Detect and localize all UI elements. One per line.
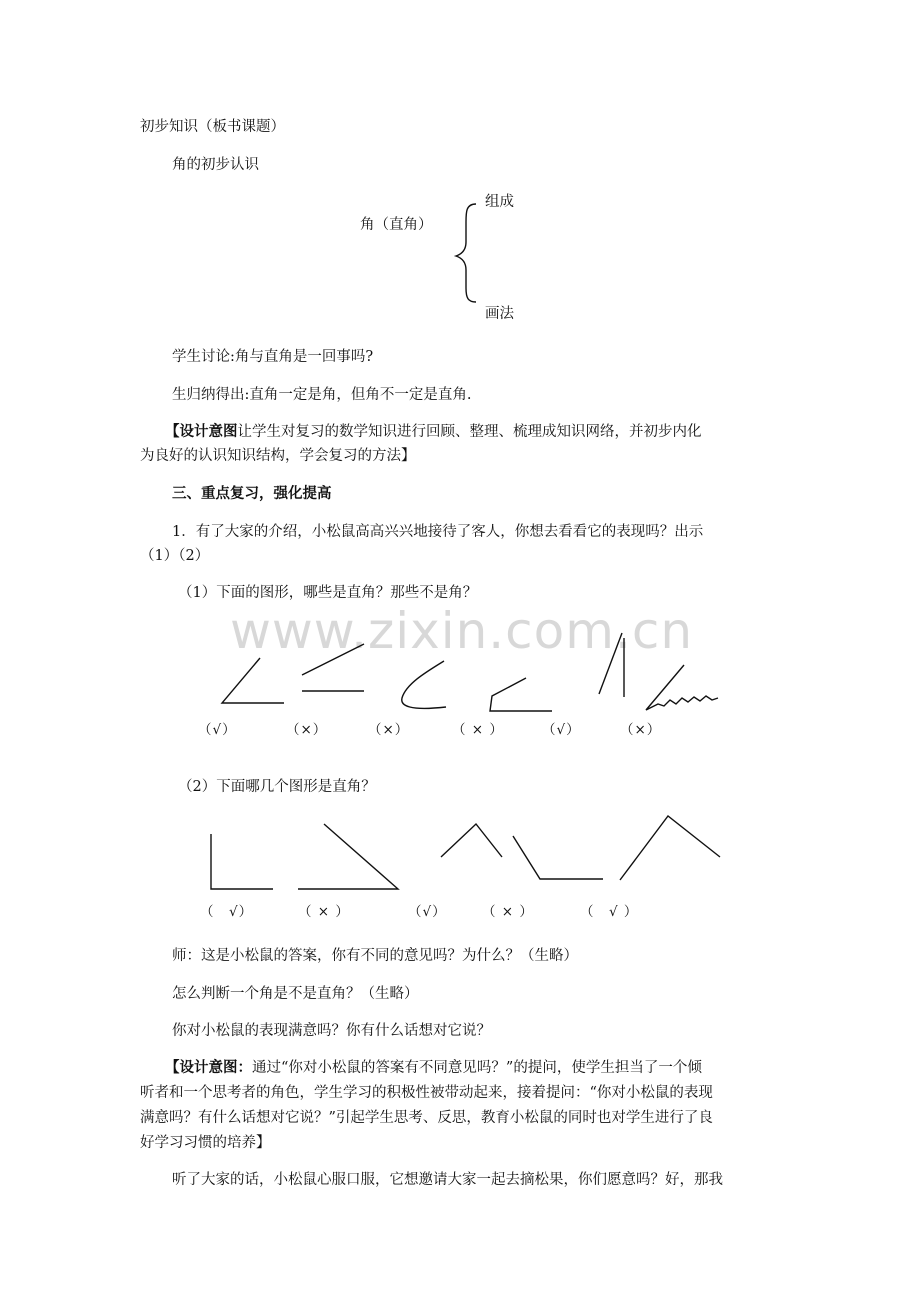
diagram-top-label: 组成 — [485, 194, 514, 210]
text-line — [165, 422, 702, 442]
answer-mark: （×） — [286, 722, 328, 738]
text-line: 听者和一个思考者的角色，学生学习的积极性被带动起来，接着提问：“你对小松鼠的表现 — [140, 1085, 713, 1101]
section-heading: 三、重点复习，强化提高 — [172, 485, 332, 502]
figure-angle-3 — [441, 824, 502, 857]
figure-lines-5a — [599, 633, 622, 694]
question-1: （1）下面的图形，哪些是直角？那些不是角？ — [178, 585, 478, 601]
text-line: 生归纳得出:直角一定是角，但角不一定是直角. — [172, 387, 472, 403]
answer-mark: （ √ ） — [580, 904, 639, 920]
text-line: 你对小松鼠的表现满意吗？你有什么话想对它说？ — [172, 1023, 491, 1039]
answer-mark: （ × ） — [482, 904, 534, 920]
figure-angle-1 — [222, 658, 284, 703]
figure-angle-4 — [513, 836, 603, 879]
watermark: www.zixin.com.cn — [230, 602, 694, 660]
design-intent-text: 让学生对复习的数学知识进行回顾、整理、梳理成知识网络，并初步内化 — [237, 424, 702, 440]
answer-mark: （√） — [198, 722, 237, 738]
answer-mark: （ × ） — [452, 722, 504, 738]
text-line — [165, 1058, 702, 1078]
text-line: 角的初步认识 — [172, 157, 259, 173]
text-line: （1）（2） — [140, 548, 210, 564]
angle-figures-set1 — [200, 620, 740, 720]
answer-mark: （√） — [408, 904, 447, 920]
text-line: 满意吗？有什么话想对它说？”引起学生思考、反思，教育小松鼠的同时也对学生进行了良 — [140, 1110, 713, 1126]
answer-mark: （√） — [542, 722, 581, 738]
design-intent-label: 【设计意图 — [165, 423, 238, 440]
figure-lines-2a — [302, 644, 364, 675]
text-line: 听了大家的话，小松鼠心服口服，它想邀请大家一起去摘松果，你们愿意吗？好，那我 — [172, 1172, 723, 1188]
text-line: 怎么判断一个角是不是直角？（生略） — [172, 986, 419, 1002]
text-line: 师：这是小松鼠的答案，你有不同的意见吗？为什么？（生略） — [172, 948, 578, 964]
figure-curve-3 — [402, 661, 446, 708]
text-line: 初步知识（板书课题） — [140, 119, 285, 135]
answer-mark: （ × ） — [298, 904, 350, 920]
curly-brace-icon — [452, 198, 482, 308]
figure-right-angle-1 — [211, 834, 273, 889]
design-intent-text: 通过“你对小松鼠的答案有不同意见吗？”的提问，使学生担当了一个倾 — [252, 1060, 702, 1076]
text-line: 好学习习惯的培养】 — [140, 1135, 271, 1151]
answer-mark: （ √） — [200, 904, 254, 920]
answer-mark: （×） — [368, 722, 410, 738]
text-line: 为良好的认识知识结构，学会复习的方法】 — [140, 448, 416, 464]
figure-angle-5 — [620, 816, 720, 880]
diagram-center-label: 角（直角） — [360, 217, 433, 233]
figure-bent-4 — [490, 678, 552, 711]
design-intent-label: 【设计意图： — [165, 1059, 252, 1076]
answer-mark: （×） — [620, 722, 662, 738]
text-line: 1．有了大家的介绍，小松鼠高高兴兴地接待了客人，你想去看看它的表现吗？出示 — [172, 524, 704, 540]
question-2: （2）下面哪几个图形是直角？ — [178, 779, 376, 795]
figure-wavy-6 — [646, 665, 718, 710]
angle-figures-set2 — [200, 810, 740, 900]
text-line: 学生讨论:角与直角是一回事吗? — [172, 349, 374, 365]
figure-angle-2 — [298, 824, 398, 889]
diagram-bottom-label: 画法 — [485, 306, 514, 322]
